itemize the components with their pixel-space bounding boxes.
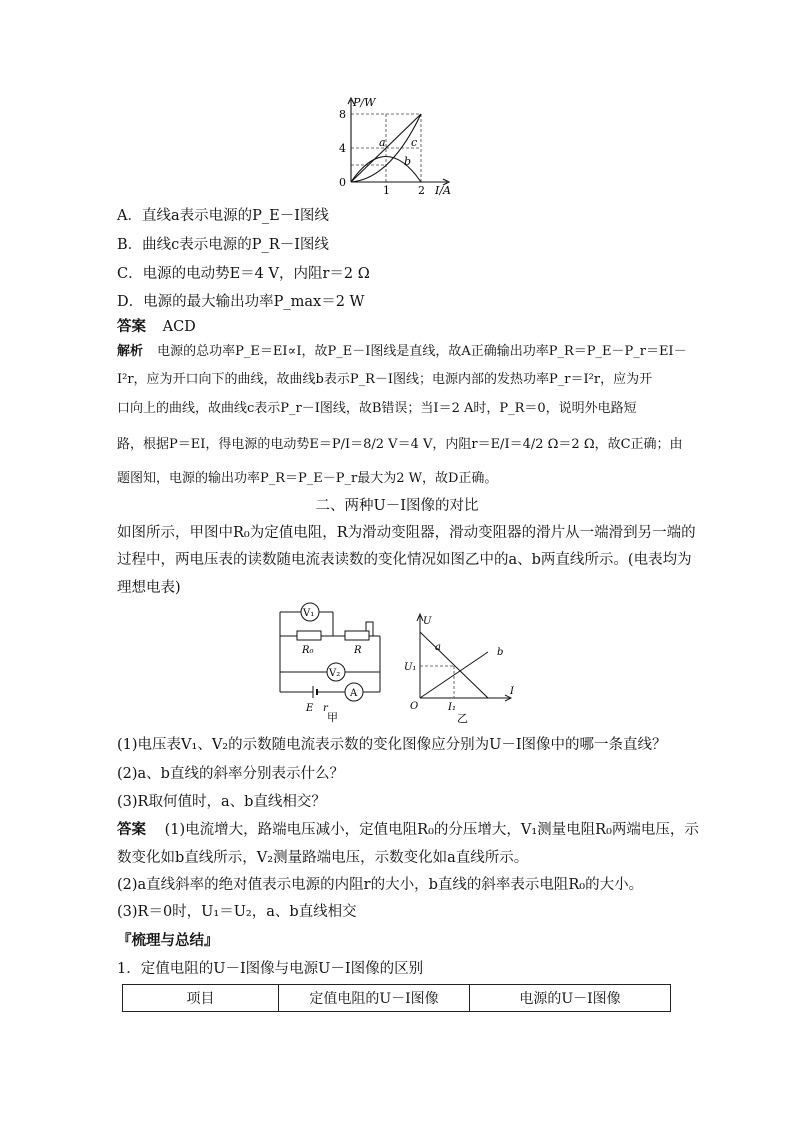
- intro-line-3: 理想电表): [117, 580, 181, 596]
- analysis-line-1: [117, 340, 687, 359]
- analysis-line-5: 题图知，电源的输出功率P_R＝P_E－P_r最大为2 W，故D正确。: [117, 471, 498, 486]
- answer-value: ACD: [162, 319, 196, 335]
- voltmeter-v1: V₁: [303, 608, 315, 619]
- y-tick-8: 8: [339, 108, 346, 121]
- internal-r-label: r: [323, 703, 328, 714]
- table-header-row: [123, 985, 671, 1012]
- curve-label-b: b: [404, 155, 412, 168]
- curve-label-a: a: [379, 136, 386, 149]
- power-current-graph: [335, 94, 465, 198]
- comparison-table: [122, 984, 671, 1012]
- graph2-caption: 乙: [457, 712, 468, 725]
- answer-line: [117, 315, 196, 336]
- y-tick-4: 4: [339, 142, 346, 155]
- header-item: 项目: [123, 985, 279, 1012]
- question-1: (1)电压表V₁、V₂的示数随电流表示数的变化图像应分别为U－I图像中的哪一条直线？: [117, 737, 667, 753]
- u1-label: U₁: [404, 662, 417, 673]
- i1-label: I₁: [448, 702, 456, 713]
- intro-line-2: 过程中，两电压表的读数随电流表读数的变化情况如图乙中的a、b两直线所示。(电表均为: [117, 552, 692, 568]
- y-axis-label: P/W: [353, 96, 376, 109]
- answer2-label: 答案: [117, 821, 146, 838]
- x-tick-2: 2: [418, 184, 425, 197]
- y-axis-label-u: U: [423, 616, 432, 627]
- answer-label: 答案: [117, 318, 146, 335]
- analysis-line-4: 路，根据P＝EI，得电源的电动势E＝P/I＝8/2 V＝4 V，内阻r＝E/I＝4/2 Ω＝2 Ω，故C正确；由: [117, 437, 683, 452]
- answer2-text-1: (1)电流增大，路端电压减小，定值电阻R₀的分压增大，V₁测量电阻R₀两端电压，示: [164, 822, 699, 838]
- option-d: D．电源的最大输出功率P_max＝2 W: [117, 294, 365, 310]
- analysis-text-1: 电源的总功率P_E＝EI∝I，故P_E－I图线是直线，故A正确输出功率P_R＝P_E－P_r＝EI－: [157, 344, 687, 359]
- intro-line-1: 如图所示，甲图中R₀为定值电阻，R为滑动变阻器，滑动变阻器的滑片从一端滑到另一端的: [117, 525, 696, 541]
- curve-label-c: c: [411, 136, 418, 149]
- option-c: C．电源的电动势E＝4 V，内阻r＝2 Ω: [117, 266, 370, 282]
- origin-label: O: [410, 701, 419, 712]
- x-tick-1: 1: [383, 184, 390, 197]
- y-tick-0: 0: [339, 176, 346, 189]
- line-b-label: b: [497, 647, 504, 658]
- header-power-source: 电源的U－I图像: [470, 985, 671, 1012]
- summary-title: 『梳理与总结』: [117, 932, 219, 949]
- question-2: (2)a、b直线的斜率分别表示什么？: [117, 766, 344, 782]
- resistor-r0-label: R₀: [302, 645, 314, 656]
- option-b: B．曲线c表示电源的P_R－I图线: [117, 237, 329, 253]
- voltmeter-v2: V₂: [329, 668, 341, 679]
- analysis-label: 解析: [117, 344, 144, 359]
- x-axis-label: I/A: [435, 184, 451, 197]
- emf-e-label: E: [306, 703, 314, 714]
- answer2-line-1: [117, 818, 699, 839]
- summary-item-1: 1．定值电阻的U－I图像与电源U－I图像的区别: [117, 961, 424, 977]
- analysis-line-3: 口向上的曲线，故曲线c表示P_r－I图线，故B错误；当I＝2 A时，P_R＝0，说明外电路短: [117, 401, 637, 416]
- answer2-line-4: (3)R＝0时，U₁＝U₂，a、b直线相交: [117, 904, 357, 920]
- x-axis-label-i: I: [510, 686, 514, 697]
- option-a: A．直线a表示电源的P_E－I图线: [117, 208, 329, 224]
- section-title: 二、两种U－I图像的对比: [315, 498, 479, 514]
- ammeter-label: A: [350, 688, 358, 699]
- line-a-label: a: [435, 642, 441, 653]
- voltage-current-graph: [402, 610, 522, 726]
- question-3: (3)R取何值时，a、b直线相交？: [117, 794, 326, 810]
- answer2-line-2: 数变化如b直线所示，V₂测量路端电压，示数变化如a直线所示。: [117, 850, 529, 866]
- circuit-diagram: [270, 600, 400, 724]
- circuit-caption: 甲: [327, 711, 338, 724]
- header-fixed-resistor: 定值电阻的U－I图像: [279, 985, 470, 1012]
- rheostat-r-label: R: [354, 645, 362, 656]
- answer2-line-3: (2)a直线斜率的绝对值表示电源的内阻r的大小，b直线的斜率表示电阻R₀的大小。: [117, 877, 644, 893]
- analysis-line-2: I²r，应为开口向下的曲线，故曲线b表示P_R－I图线；电源内部的发热功率P_r＝I²r，应为开: [117, 372, 653, 387]
